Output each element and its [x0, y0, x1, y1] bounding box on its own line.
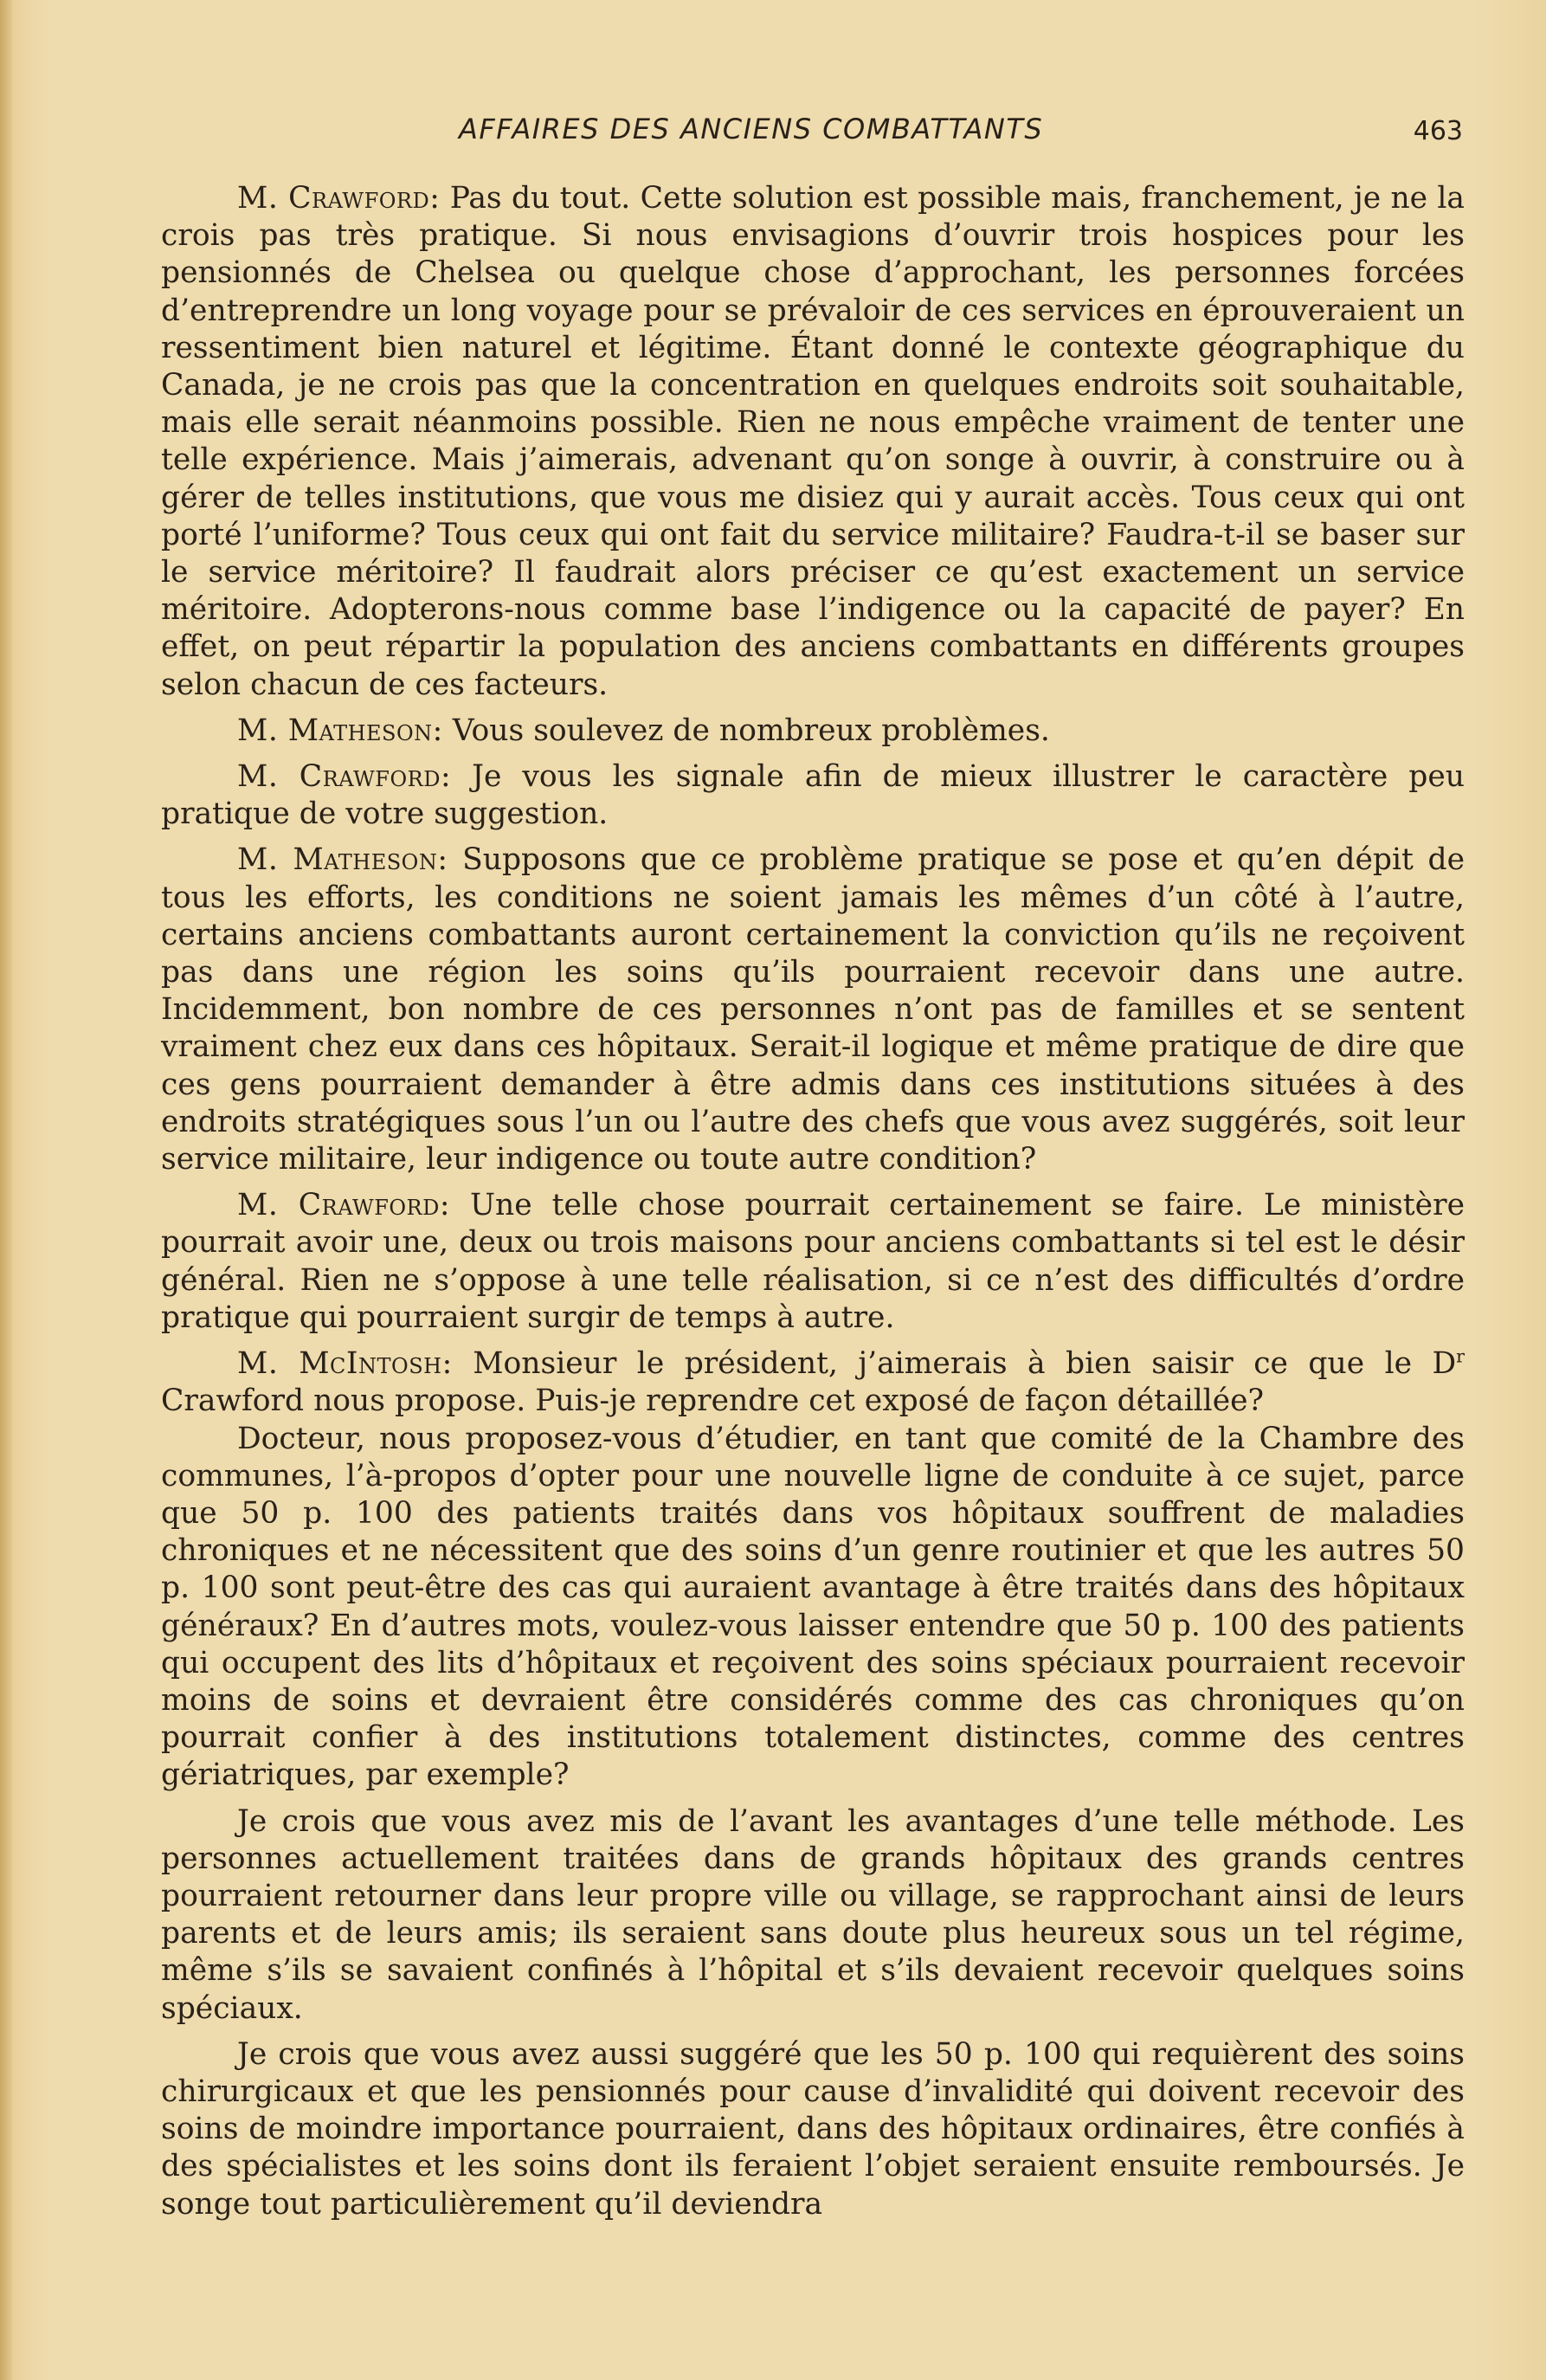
paragraph-text-continued: Crawford nous propose. Puis-je reprendre cet exposé de façon détaillée?: [161, 1383, 1265, 1419]
paragraph-text: Une telle chose pourrait certainement se faire. Le ministère pourrait avoir une, deux ou trois maisons pour anciens combattants si tel est le désir général. Rien ne s’oppose à une telle réalisation, si ce n’est des difficultés d’ordre pratique qui pourraient surgir de temps à autre.: [161, 1188, 1465, 1335]
speaker-name: M. Crawford:: [237, 181, 441, 216]
paragraph: [161, 180, 1465, 704]
running-head: AFFAIRES DES ANCIENS COMBATTANTS: [459, 113, 1044, 145]
speaker-name: M. Matheson:: [237, 842, 448, 878]
paragraph: [161, 1187, 1465, 1337]
page-binding-edge: [0, 0, 12, 2380]
page-number: 463: [1413, 116, 1463, 146]
paragraph: [161, 2036, 1465, 2223]
paragraph: [161, 842, 1465, 1178]
paragraph-text: Pas du tout. Cette solution est possible mais, franchement, je ne la crois pas très pratique. Si nous envisagions d’ouvrir trois hospices pour les pensionnés de Chelsea ou quelque chose d’approchant, les personnes forcées d’entreprendre un long voyage pour se prévaloir de ces services en éprouveraient un ressentiment bien naturel et légitime. Étant donné le contexte géographique du Canada, je ne crois pas que la concentration en quelques endroits soit souhaitable, mais elle serait néanmoins possible. Rien ne nous empêche vraiment de tenter une telle expérience. Mais j’aimerais, advenant qu’on songe à ouvrir, à construire ou à gérer de telles institutions, que vous me disiez qui y aurait accès. Tous ceux qui ont porté l’uniforme? Tous ceux qui ont fait du service militaire? Faudra-t-il se baser sur le service méritoire? Il faudrait alors préciser ce qu’est exactement un service méritoire. Adopterons-nous comme base l’indigence ou la capacité de payer? En effet, on peut répartir la population des anciens combattants en différents groupes selon chacun de ces facteurs.: [161, 181, 1465, 702]
paragraph: [161, 713, 1465, 750]
paragraph: [161, 758, 1465, 833]
superscript: r: [1456, 1345, 1465, 1367]
paragraph-text: Je vous les signale afin de mieux illustrer le caractère peu pratique de votre suggestion.: [161, 759, 1465, 832]
paragraph: [161, 1803, 1465, 2028]
paragraph-text: Supposons que ce problème pratique se pose et qu’en dépit de tous les efforts, les conditions ne soient jamais les mêmes d’un côté à l’autre, certains anciens combattants auront certainement la conviction qu’ils ne reçoivent pas dans une région les soins qu’ils pourraient recevoir dans une autre. Incidemment, bon nombre de ces personnes n’ont pas de familles et se sentent vraiment chez eux dans ces hôpitaux. Serait-il logique et même pratique de dire que ces gens pourraient demander à être admis dans ces institutions situées à des endroits stratégiques sous l’un ou l’autre des chefs que vous avez suggérés, soit leur service militaire, leur indigence ou toute autre condition?: [161, 842, 1465, 1177]
transcript-body: [161, 180, 1465, 2223]
speaker-name: M. Crawford:: [237, 1188, 450, 1223]
paragraph: [161, 1345, 1465, 1420]
paragraph-text: Monsieur le président, j’aimerais à bien saisir ce que le D: [473, 1346, 1457, 1382]
paragraph: [161, 1421, 1465, 1795]
paragraph-text: Docteur, nous proposez-vous d’étudier, en tant que comité de la Chambre des communes, l’à-propos d’opter pour une nouvelle ligne de conduite à ce sujet, parce que 50 p. 100 des patients traités dans vos hôpitaux souffrent de maladies chroniques et ne nécessitent que des soins d’un genre routinier et que les autres 50 p. 100 sont peut-être des cas qui auraient avantage à être traités dans des hôpitaux généraux? En d’autres mots, voulez-vous laisser entendre que 50 p. 100 des patients qui occupent des lits d’hôpitaux et reçoivent des soins spéciaux pourraient recevoir moins de soins et devraient être considérés comme des cas chroniques qu’on pourrait confier à des institutions totalement distinctes, comme des centres gériatriques, par exemple?: [161, 1421, 1465, 1793]
page-header: [164, 113, 1463, 147]
paragraph-text: Je crois que vous avez aussi suggéré que les 50 p. 100 qui requièrent des soins chirurgicaux et que les pensionnés pour cause d’invalidité qui doivent recevoir des soins de moindre importance pourraient, dans des hôpitaux ordinaires, être confiés à des spécialistes et les soins dont ils feraient l’objet seraient ensuite remboursés. Je songe tout particulièrement qu’il deviendra: [161, 2036, 1465, 2222]
speaker-name: M. Crawford:: [237, 759, 452, 795]
paragraph-text: Vous soulevez de nombreux problèmes.: [452, 713, 1050, 748]
speaker-name: M. Matheson:: [237, 713, 443, 748]
paragraph-text: Je crois que vous avez mis de l’avant les avantages d’une telle méthode. Les personnes actuellement traitées dans de grands hôpitaux des grands centres pourraient retourner dans leur propre ville ou village, se rapprochant ainsi de leurs parents et de leurs amis; ils seraient sans doute plus heureux sous un tel régime, même s’ils se savaient confinés à l’hôpital et s’ils devaient recevoir quelques soins spéciaux.: [161, 1803, 1465, 2026]
speaker-name: M. McIntosh:: [237, 1346, 453, 1382]
